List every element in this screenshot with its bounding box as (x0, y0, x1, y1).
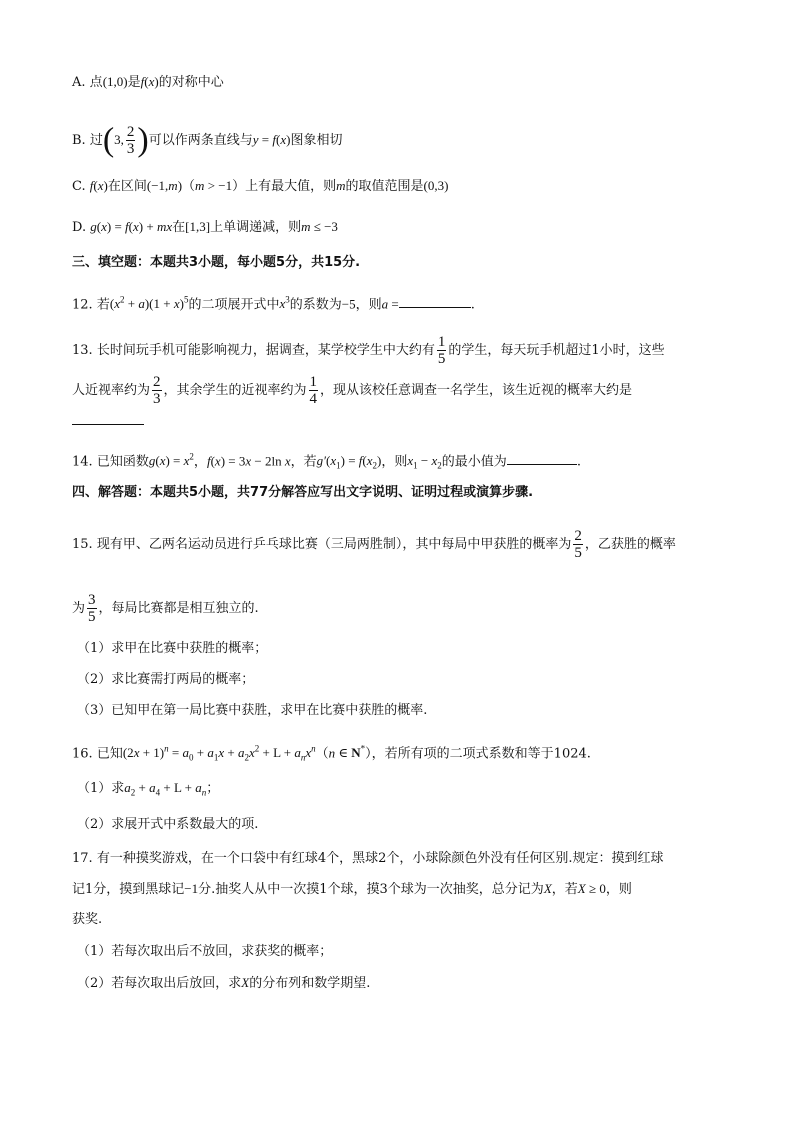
fraction-2-5: $\frac{2}{5}$ (574, 528, 582, 561)
option-d: D. g(x) = f(x) + mx在[1,3]上单调递减，则m ≤ −3 (72, 219, 338, 235)
answer-blank (399, 293, 471, 308)
answer-blank (507, 450, 577, 465)
question-13-blank-line (72, 410, 144, 432)
formula: f(x) (140, 74, 159, 89)
option-d-label: D. (72, 220, 87, 235)
question-13: 13. 长时间玩手机可能影响视力，据调查，某学校学生中大约有 $\frac{1}{5}$ 的学生，每天玩手机超过1小时，这些 (72, 334, 665, 367)
question-15-line-2: 为 $\frac{3}{5}$ ，每局比赛都是相互独立的. (72, 592, 259, 625)
option-c: C. f(x)在区间(−1,m)（m > −1）上有最大值，则m的取值范围是(0,3) (72, 178, 449, 194)
question-16-part-1: （1）求$a_2 + a_4 + L + a_n$； (77, 780, 220, 798)
section-heading-fill-blank: 三、填空题：本题共3小题，每小题5分，共15分. (72, 255, 361, 270)
question-17: 17. 有一种摸奖游戏，在一个口袋中有红球4个，黑球2个，小球除颜色外没有任何区别.规定：摸到红球 (72, 851, 664, 866)
fraction-3-5: $\frac{3}{5}$ (88, 592, 96, 625)
question-17-part-1: （1）若每次取出后不放回，求获奖的概率； (77, 944, 333, 959)
question-17-line-2: 记1分，摸到黑球记−1分.抽奖人从中一次摸1个球，摸3个球为一次抽奖，总分记为X，若X ≥ 0，则 (72, 881, 632, 897)
question-16-part-2: （2）求展开式中系数最大的项. (77, 817, 259, 832)
fraction-2-3: $\frac{2}{3}$ (126, 124, 135, 157)
formula: (1,0) (102, 74, 128, 89)
formula: y = f(x) (252, 132, 291, 147)
option-b-label: B. (72, 133, 86, 148)
option-c-label: C. (72, 179, 86, 194)
question-12: 12. 若$(x^2 + a)(1 + x)^5$的二项展开式中$x^3$的系数为−5，则a = . (72, 295, 475, 313)
question-15: 15. 现有甲、乙两名运动员进行乒乓球比赛（三局两胜制），其中每局中甲获胜的概率为 $\frac{2}{5}$ ，乙获胜的概率 (72, 528, 676, 561)
option-a: A. 点(1,0)是f(x)的对称中心 (72, 74, 224, 90)
fraction-1-4: $\frac{1}{4}$ (309, 374, 318, 407)
answer-blank (72, 410, 144, 425)
option-a-label: A. (72, 75, 86, 90)
question-15-part-2: （2）求比赛需打两局的概率； (77, 672, 255, 687)
question-14: 14. 已知函数$g(x) = x^2$，f(x) = 3x − 2ln x，若$g'(x_1) = f(x_2)$，则$x_1 - x_2$的最小值为 . (72, 452, 581, 471)
fraction-1-5: $\frac{1}{5}$ (437, 334, 446, 367)
question-15-part-3: （3）已知甲在第一局比赛中获胜，求甲在比赛中获胜的概率. (77, 703, 428, 718)
question-13-line-2: 人近视率约为 $\frac{2}{3}$ ，其余学生的近视率约为 $\frac{1}{4}$ ，现从该校任意调查一名学生，该生近视的概率大约是 (72, 374, 633, 407)
fraction-2-3: $\frac{2}{3}$ (153, 374, 161, 407)
question-16: 16. 已知$(2x + 1)^n = a_0 + a_1x + a_2x^2 + L + a_nx^n(n$ ∈ N*），若所有项的二项式系数和等于1024. (72, 744, 591, 763)
question-17-line-3: 获奖. (72, 912, 103, 927)
question-15-part-1: （1）求甲在比赛中获胜的概率； (77, 641, 268, 656)
section-heading-answer: 四、解答题：本题共5小题，共77分解答应写出文字说明、证明过程或演算步骤. (72, 485, 534, 500)
question-17-part-2: （2）若每次取出后放回，求X的分布列和数学期望. (77, 975, 371, 991)
option-b: B. 过(3, $\frac{2}{3}$ )可以作两条直线与y = f(x)图象相切 (72, 121, 343, 159)
